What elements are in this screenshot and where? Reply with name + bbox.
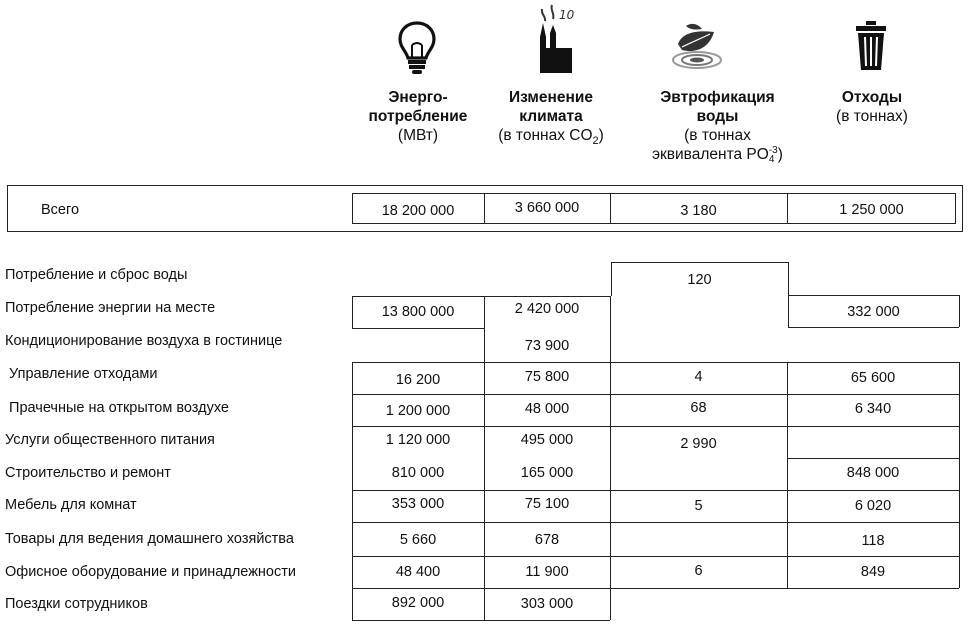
row-label-household-goods: Товары для ведения домашнего хозяйства (5, 531, 294, 547)
header-energy-bold-2: потребление (368, 108, 468, 125)
cell-furniture-climate: 75 100 (524, 496, 570, 512)
cell-travel-climate: 303 000 (520, 596, 574, 612)
row-label-waste-management: Управление отходами (5, 366, 158, 382)
header-energy-bold-1: Энерго- (388, 89, 448, 106)
grid-v-waste-right-b (959, 362, 960, 588)
cell-construction-energy: 810 000 (391, 465, 445, 481)
cell-construction-climate: 165 000 (520, 465, 574, 481)
header-waste-bold: Отходы (841, 89, 903, 106)
grid-h-3 (788, 295, 959, 296)
grid-v-energy-left-b (352, 362, 353, 620)
cell-office-eutrophication: 6 (694, 563, 703, 579)
header-eutro-unit-super: -3 (768, 145, 778, 156)
total-eutrophication: 3 180 (680, 203, 717, 219)
header-climate-unit (486, 126, 616, 151)
grid-h-14 (352, 620, 610, 621)
svg-text:10: 10 (559, 8, 575, 22)
header-eutro-unit-suffix: ) (777, 146, 783, 163)
header-eutro-unit-subscript: 4 (768, 154, 775, 165)
lightbulb-icon (397, 20, 437, 76)
grid-h-7 (352, 394, 959, 395)
cell-construction-waste: 848 000 (846, 465, 900, 481)
cell-household-climate: 678 (534, 532, 560, 548)
grid-h-13 (352, 588, 959, 589)
grid-h-1 (611, 262, 788, 263)
grid-h-2 (352, 296, 611, 297)
header-eutro-bold-2: воды (696, 108, 739, 125)
row-label-water: Потребление и сброс воды (5, 267, 188, 283)
cell-furniture-waste: 6 020 (854, 498, 892, 514)
grid-h-5 (788, 327, 959, 328)
grid-h-10 (352, 490, 959, 491)
header-climate-unit-suffix: ) (598, 127, 604, 144)
header-climate-bold-2: климата (519, 108, 583, 125)
cell-office-climate: 11 900 (525, 564, 569, 580)
cell-air-conditioning-climate: 73 900 (524, 338, 570, 354)
cell-waste-mgmt-climate: 75 800 (524, 369, 570, 385)
header-waste-unit: (в тоннах) (836, 108, 908, 125)
header-energy (355, 88, 481, 145)
total-waste: 1 250 000 (839, 202, 904, 218)
cell-catering-energy: 1 120 000 (385, 432, 451, 448)
cell-catering-climate: 495 000 (520, 432, 574, 448)
grid-h-11 (352, 522, 959, 523)
trash-can-icon (852, 20, 890, 72)
water-leaf-icon (670, 20, 724, 72)
cell-furniture-energy: 353 000 (391, 496, 445, 512)
cell-office-waste: 849 (860, 564, 886, 580)
grid-h-4 (352, 328, 484, 329)
row-label-air-conditioning: Кондиционирование воздуха в гостинице (5, 333, 283, 349)
cell-household-energy: 5 660 (399, 532, 437, 548)
factory-icon (528, 3, 578, 75)
cell-laundry-waste: 6 340 (854, 401, 892, 417)
total-climate: 3 660 000 (514, 200, 580, 216)
total-label: Всего (41, 202, 80, 218)
row-label-catering: Услуги общественного питания (5, 432, 215, 448)
row-label-onsite-energy: Потребление энергии на месте (5, 300, 216, 316)
grid-h-12 (352, 556, 959, 557)
cell-furniture-eutrophication: 5 (694, 498, 703, 514)
grid-h-6 (352, 362, 959, 363)
header-eutro-bold-1: Эвтрофикация (660, 89, 775, 106)
header-eutro-unit-prefix: эквивалента PO (652, 146, 769, 163)
grid-v-waste-right-a (959, 295, 960, 327)
row-label-furniture: Мебель для комнат (5, 497, 137, 513)
cell-travel-energy: 892 000 (391, 595, 445, 611)
row-label-laundry: Прачечные на открытом воздухе (5, 400, 229, 416)
cell-waste-mgmt-energy: 16 200 (395, 372, 441, 388)
total-energy: 18 200 000 (381, 203, 455, 219)
cell-waste-mgmt-eutrophication: 4 (694, 369, 703, 385)
cell-waste-mgmt-waste: 65 600 (850, 370, 896, 386)
header-eutrophication (630, 88, 805, 164)
header-climate-unit-subscript: 2 (592, 135, 599, 148)
cell-household-waste: 118 (861, 533, 885, 549)
grid-h-8 (352, 426, 959, 427)
cell-onsite-energy-energy: 13 800 000 (381, 304, 455, 320)
cell-catering-eutrophication: 2 990 (680, 436, 717, 452)
header-climate (486, 88, 616, 151)
cell-laundry-eutrophication: 68 (690, 400, 707, 416)
cell-office-energy: 48 400 (395, 564, 441, 580)
header-energy-unit: (МВт) (397, 127, 439, 144)
cell-onsite-energy-waste: 332 000 (847, 304, 900, 320)
cell-laundry-climate: 48 000 (524, 401, 570, 417)
row-label-staff-travel: Поездки сотрудников (5, 596, 148, 612)
header-waste (810, 88, 934, 126)
grid-h-9 (787, 458, 959, 459)
cell-onsite-energy-climate: 2 420 000 (514, 301, 580, 317)
header-eutro-unit-1: (в тоннах (684, 127, 751, 144)
header-eutro-unit-2 (630, 145, 805, 164)
row-label-construction: Строительство и ремонт (5, 465, 171, 481)
header-climate-unit-prefix: (в тоннах CO (498, 127, 593, 144)
row-label-office-equipment: Офисное оборудование и принадлежности (5, 564, 296, 580)
cell-water-eutrophication: 120 (687, 272, 712, 288)
cell-laundry-energy: 1 200 000 (385, 403, 451, 419)
header-climate-bold-1: Изменение (508, 89, 594, 106)
